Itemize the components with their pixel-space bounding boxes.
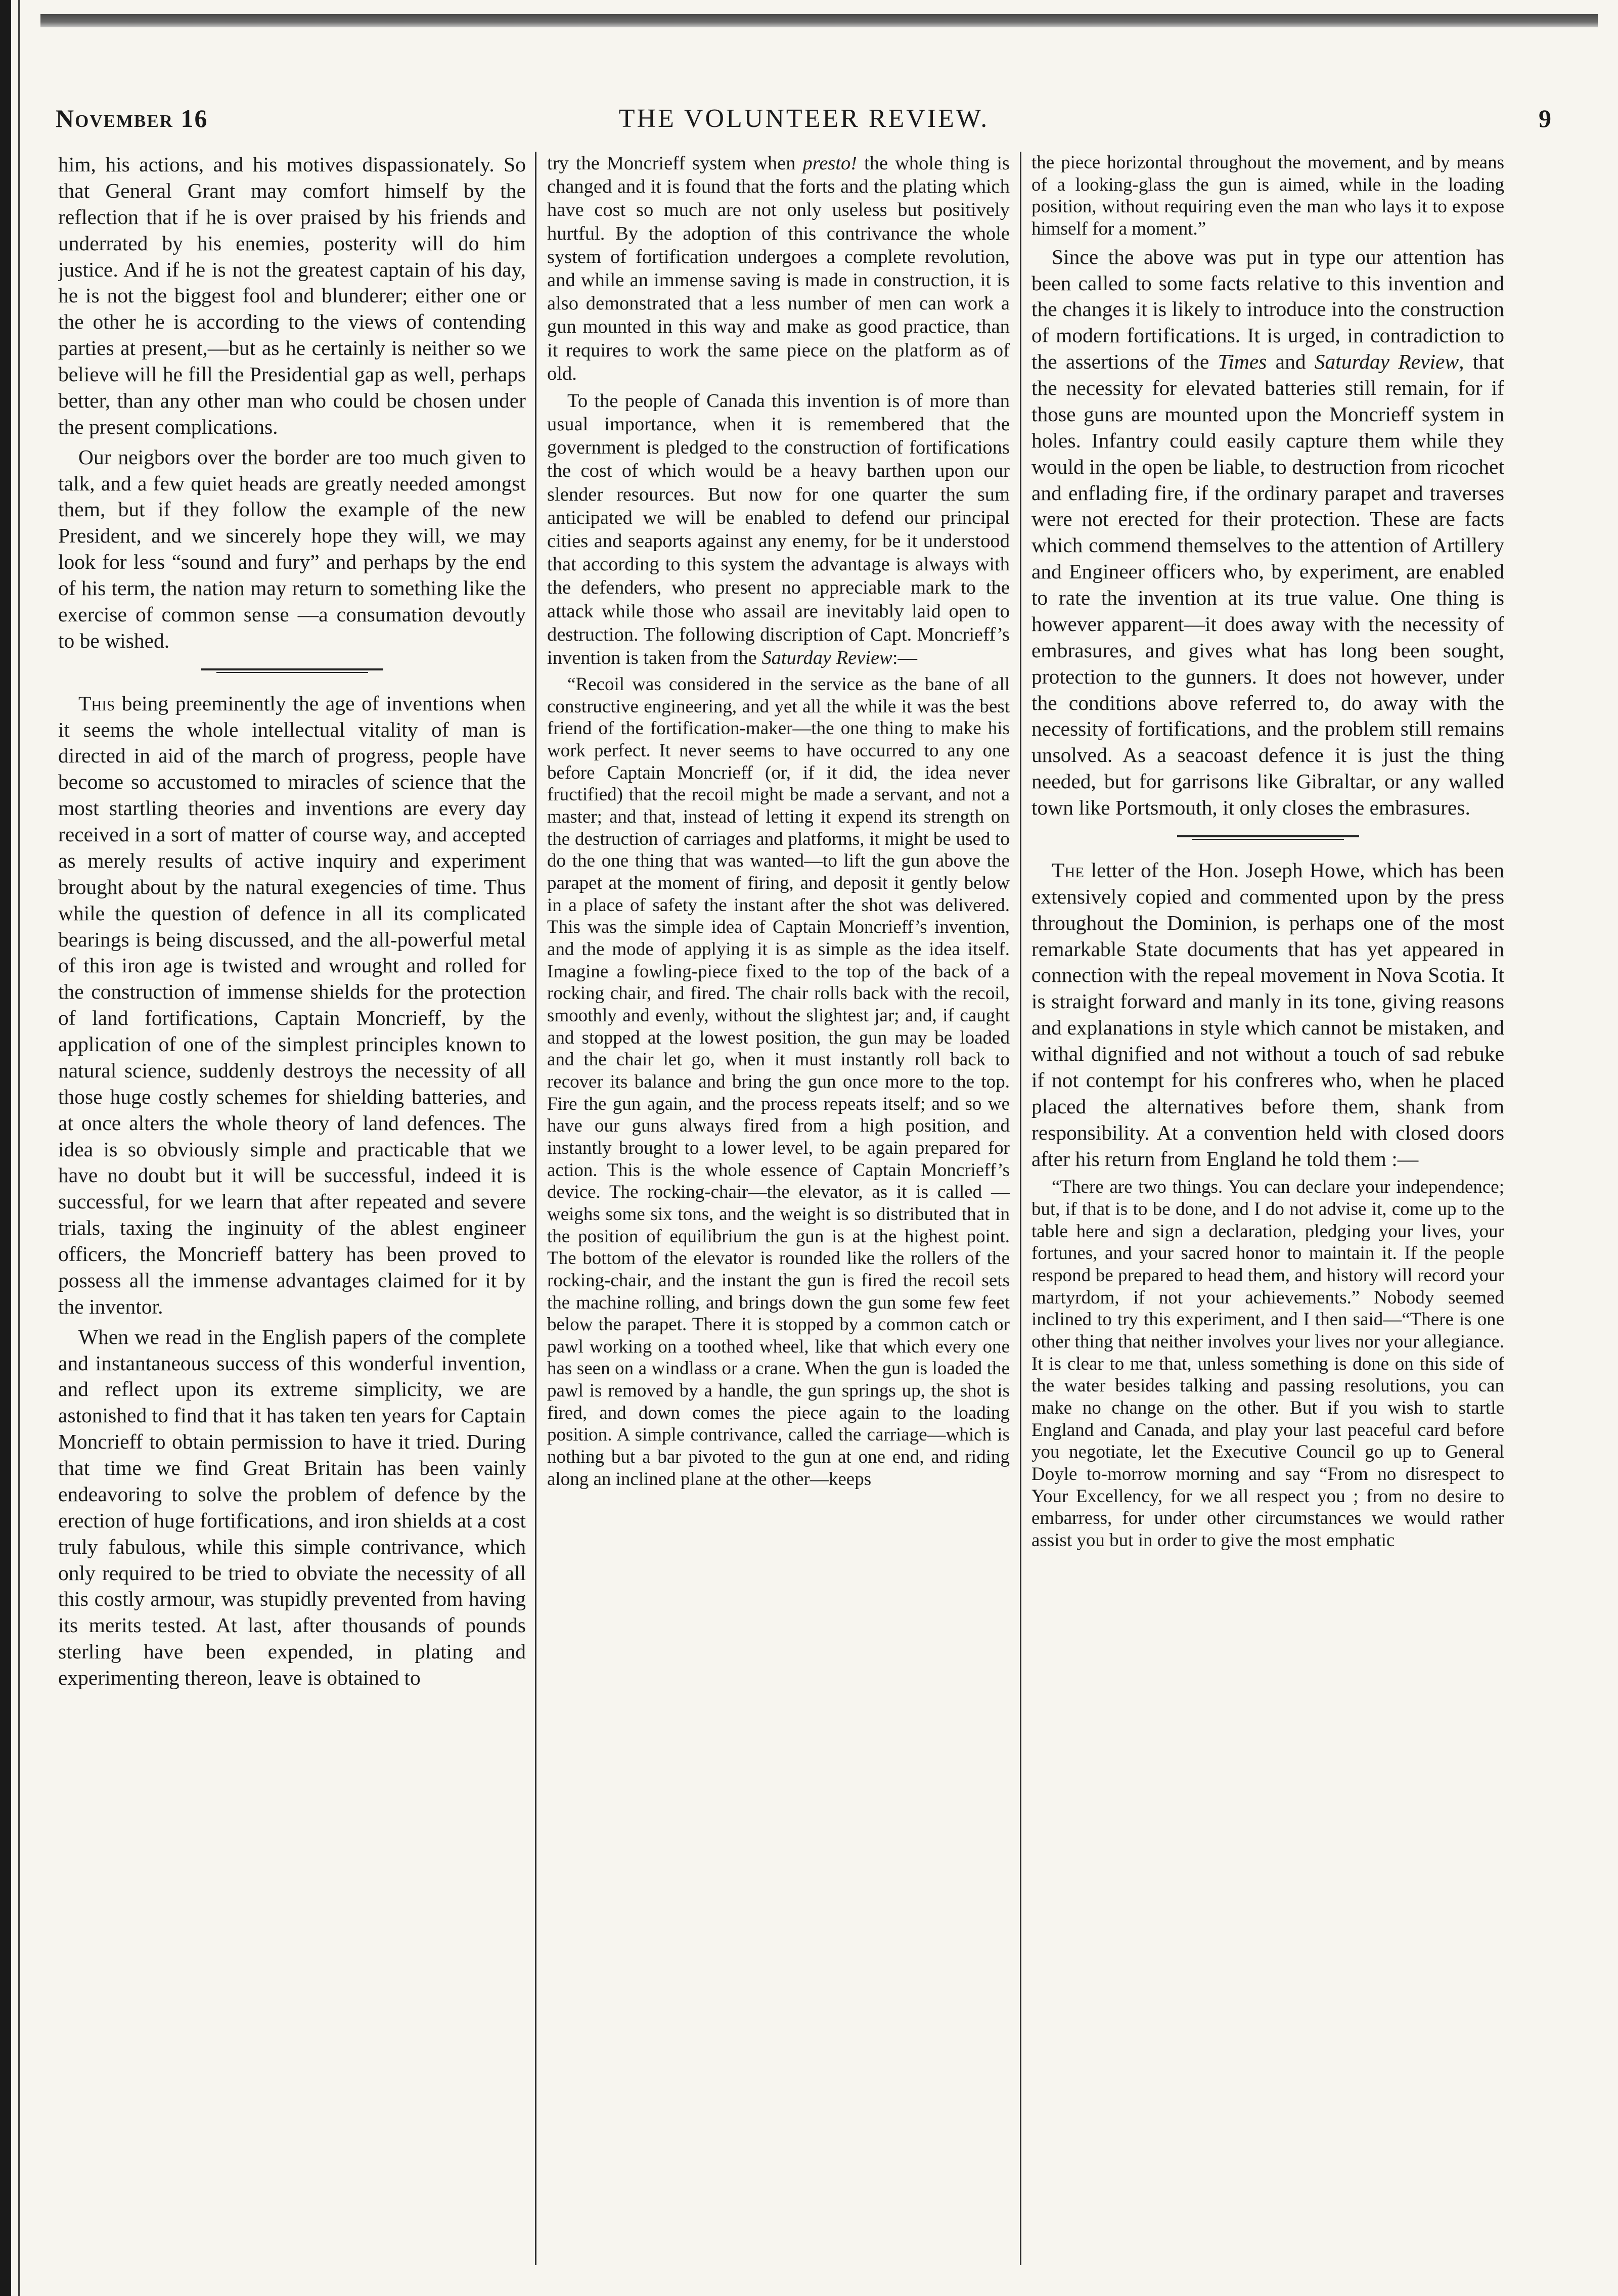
block-quote: “Recoil was considered in the service as the bane of all constructive engineering, and yet all the while it was the best friend of the fortification-maker—the one thing to make his work perfect. It never seems to have occurred to any one before Captain Moncrieff (or, if it did, the idea never fructified) that the recoil might be made a servant, and not a master; and that, instead of letting it expend its strength on the destruction of carriages and platforms, it might be used to do the one thing that was wanted—to lift the gun above the parapet at the moment of firing, and deposit it gently below in a place of safety the instant after the shot was delivered. This was the simple idea of Captain Moncrieff’s invention, and the mode of applying it is as simple as the idea itself. Imagine a fowling-piece fixed to the top of the back of a rocking chair, and fired. The chair rolls back with the recoil, smoothly and evenly, without the slightest jar; and, if caught and stopped at the lowest position, the gun may be loaded and the chair let go, when it must instantly roll back to recover its balance and bring the gun once more to the top. Fire the gun again, and the process repeats itself; and so we have our guns always fired from a high position, and instantly brought to a lower level, to be again prepared for action. This is the whole essence of Captain Moncrieff’s device. The rocking-chair—the elevator, as it is called —weighs some six tons, and the weight is so distributed that in the position of equilibrium the gun is at the highest point. The bottom of the elevator is rounded like the rollers of the rocking-chair, and the instant the gun is fired the recoil sets the machine rolling, and brings down the gun some few feet below the parapet. There it is stopped by a common catch or pawl working on a toothed wheel, like that which every one has seen on a windlass or a crane. When the gun is loaded the pawl is removed by a handle, the gun springs up, the shot is fired, and down comes the piece again to the loading position. A simple contrivance, called the carriage—which is nothing but a bar pivoted to the gun at one end, and riding along an inclined plane at the other—keeps bbox=[547, 674, 1010, 1490]
column-1 bbox=[58, 152, 526, 2265]
page-edge-shadow bbox=[0, 0, 11, 2296]
block-quote-continued: the piece horizontal throughout the movement, and by means of a looking-glass the gun is aimed, while in the loading position, without requiring even the man who lays it to expose himself for a moment.” bbox=[1031, 152, 1504, 239]
page-edge-line bbox=[18, 0, 20, 2296]
publication-name: Saturday Review bbox=[1314, 350, 1459, 374]
emphasis-text: presto! bbox=[802, 153, 858, 174]
paragraph-text: To the people of Canada this invention is of more than usual importance, when it is remembered that the government is pledged to the construction of fortifications the cost of which would be a heavy barthen upon our slender resources. But now for one quarter the sum anticipated we will be enabled to defend our principal cities and seaports against any enemy, for be it understood that according to this system the advantage is always with the defenders, who present no appreciable mark to the attack while those who assail are inevitably laid open to destruction. The following discription of Capt. Moncrieff’s invention is taken from the bbox=[547, 390, 1010, 668]
article-paragraph bbox=[547, 389, 1010, 669]
issue-date: November 16 bbox=[56, 104, 208, 132]
article-paragraph bbox=[547, 152, 1010, 385]
paragraph-text: being preeminently the age of inventions when it seems the whole intellectual vitality of man is directed in aid of the march of progress, people have become so accustomed to miracles of science that the most startling theories and inventions are every day received in a sort of matter of course way, and accepted as merely results of active inquiry and experiment brought about by the natural exegencies of time. Thus while the question of defence in all its complicated bearings is being discussed, and the all-powerful metal of this iron age is twisted and wrought and rolled for the construction of immense shields for the protection of land fortifications, Captain Moncrieff, by the application of one of the simplest principles known to natural science, suddenly destroys the necessity of all those huge costly schemes for shielding batteries, and at once alters the whole theory of land defences. The idea is so obviously simple and practicable that we have no doubt but it will be successful, indeed it is successful, for we learn that after repeated and severe trials, taxing the inginuity of the ablest engineer officers, the Moncrieff battery has been proved to possess all the immense advantages claimed for it by the inventor. bbox=[58, 691, 526, 1318]
column-rule bbox=[1020, 152, 1021, 2265]
top-border-rule bbox=[40, 14, 1598, 27]
column-2 bbox=[547, 152, 1010, 2265]
paragraph-text: Since the above was put in type our attention has been called to some facts relative to this invention and the changes it is likely to introduce into the construction of modern fortifications. It is urged, in contradiction to the assertions of the bbox=[1031, 245, 1504, 374]
article-paragraph bbox=[58, 691, 526, 1320]
article-paragraph bbox=[1031, 244, 1504, 821]
article-separator bbox=[1177, 835, 1359, 840]
column-rule bbox=[535, 152, 536, 2265]
paragraph-text: the whole thing is changed and it is found that the forts and the plating which have cost so much are not only useless but positively hurtful. By the adoption of this contrivance the whole system of fortification undergoes a complete revolution, and while an immense saving is made in construction, it is also demonstrated that a less number of men can work a gun mounted in this way and make as good practice, than it requires to work the same piece on the platform as of old. bbox=[547, 153, 1010, 384]
article-paragraph: When we read in the English papers of the complete and instantaneous success of this wonderful invention, and reflect upon its extreme simplicity, we are astonished to find that it has taken ten years for Captain Moncrieff to obtain permission to have it tried. During that time we find Great Britain has been vainly endeavoring to solve the problem of defence by the erection of huge fortifications, and iron shields at a cost truly fabulous, while this simple contrivance, which only required to be tried to obviate the necessity of all this costly armour, was stupidly prevented from having its merits tested. At last, after thousands of pounds sterling have been expended, in plating and experimenting thereon, leave is obtained to bbox=[58, 1325, 526, 1689]
publication-name: Times bbox=[1218, 350, 1267, 374]
paragraph-text: :— bbox=[892, 647, 918, 668]
paragraph-text: and bbox=[1267, 350, 1315, 374]
paragraph-text: try the Moncrieff system when bbox=[547, 153, 803, 174]
paragraph-text: letter of the Hon. Joseph Howe, which has been extensively copied and commented upon by the press throughout the Dominion, is perhaps one of the most remarkable State documents that has yet appeared in connection with the repeal movement in Nova Scotia. It is straight forward and manly in its tone, giving reasons and explanations in style which cannot be mistaken, and withal dignified and not without a touch of sad rebuke if not contempt for his confreres who, when he placed placed the alternatives before them, shank from responsibility. At a convention held with closed doors after his return from England he told them :— bbox=[1031, 858, 1504, 1170]
column-3 bbox=[1031, 152, 1504, 2265]
article-paragraph: him, his actions, and his motives dispassionately. So that General Grant may comfort himself by the reflection that if he is over praised by his friends and underrated by his enemies, posterity will do him justice. And if he is not the greatest captain of his day, he is not the biggest fool and blunderer; either one or the other he is according to the views of contending parties at present,—but as he certainly is neither so we believe will he fill the Presidential gap as well, perhaps better, than any other man who could be chosen under the present complications. bbox=[58, 153, 526, 438]
masthead bbox=[56, 104, 1552, 144]
article-separator bbox=[201, 668, 383, 673]
lead-word: The bbox=[1052, 858, 1085, 882]
publication-title: THE VOLUNTEER REVIEW. bbox=[618, 104, 990, 133]
article-paragraph bbox=[1031, 858, 1504, 1173]
article-paragraph: Our neigbors over the border are too much given to talk, and a few quiet heads are greatly needed amongst them, but if they follow the example of the new President, and we sincerely hope they will, we may look for less “sound and fury” and perhaps by the end of his term, the nation may return to something like the exercise of common sense —a consumation devoutly to be wished. bbox=[58, 445, 526, 652]
publication-name: Saturday Review bbox=[761, 647, 892, 668]
block-quote: “There are two things. You can declare your independence; but, if that is to be done, and I do not advise it, come up to the table here and sign a declaration, pledging your lives, your fortunes, and your sacred honor to maintain it. If the people respond be prepared to head them, and history will record your martyrdom, if not your achievements.” Nobody seemed inclined to try this experiment, and I then said—“There is one other thing that neither involves your lives nor your allegiance. It is clear to me that, unless something is done on this side of the water besides talking and passing resolutions, you can make no change on the other. But if you wish to startle England and Canada, and play your last peaceful card before you negotiate, let the Executive Council go up to General Doyle to-morrow morning and say “From no disrespect to Your Excellency, for we all respect you ; from no desire to embarress, for under other circumstances we would rather assist you but in order to give the most emphatic bbox=[1031, 1177, 1504, 1551]
paragraph-text: , that the necessity for elevated batteries still remain, for if those guns are mounted upon the Moncrieff system in holes. Infantry could easily capture them while they would in the open be liable, to destruction from ricochet and enflading fire, if the ordinary parapet and traverses were not erected for their protection. These are facts which commend themselves to the attention of Artillery and Engineer officers who, by experiment, are enabled to rate the invention at its true value. One thing is however apparent—it does away with the necessity of embrasures, and gives what has long been sought, protection to the gunners. It does not however, under the conditions above referred to, do away with the necessity of fortifications, and the problem still remains unsolved. As a seacoast defence it is just the thing needed, but for garrisons like Gibraltar, or any walled town like Portsmouth, it only closes the embrasures. bbox=[1031, 350, 1504, 819]
lead-word: This bbox=[78, 691, 115, 715]
page-number: 9 bbox=[1539, 104, 1552, 132]
